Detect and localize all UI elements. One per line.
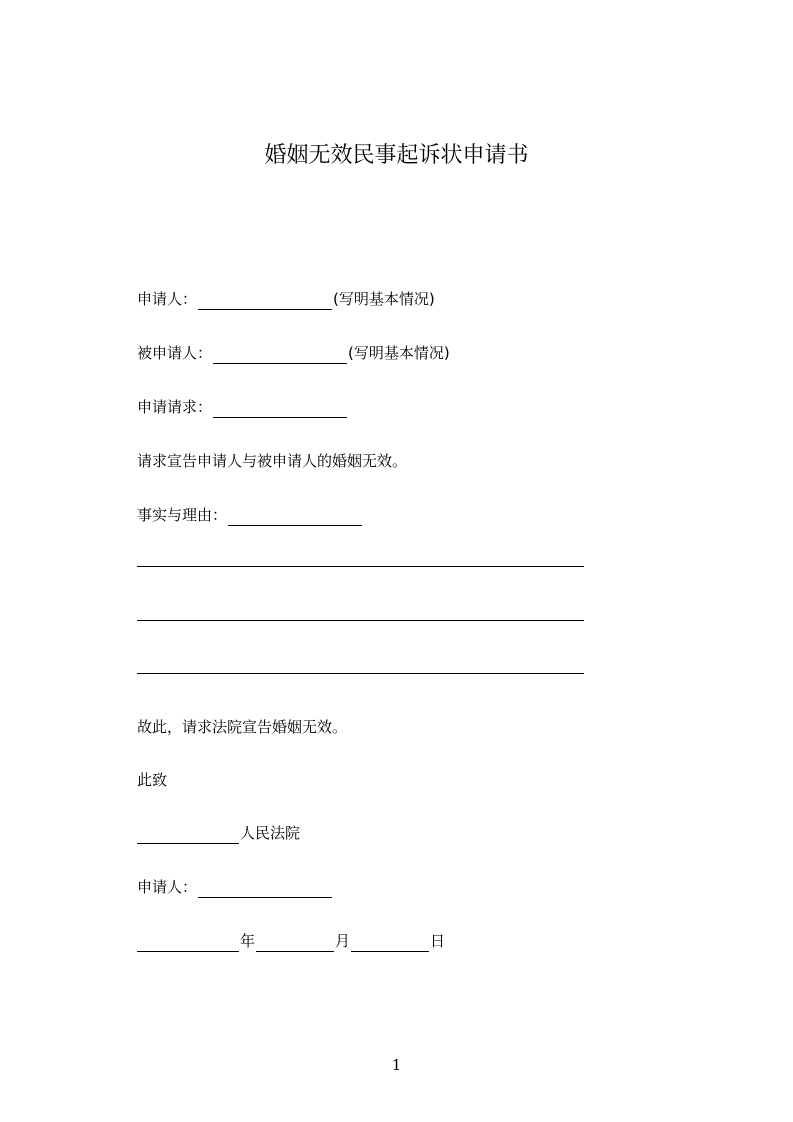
claim-blank [213,400,347,418]
signature-line [137,876,333,898]
claim-label: 申请请求： [137,398,213,416]
date-line [137,930,445,952]
claim-line [137,396,348,418]
month-label: 月 [335,932,351,950]
facts-rule-3 [137,673,584,674]
salutation-text: 此致 [137,771,168,789]
applicant-label: 申请人： [137,290,198,308]
applicant-line [137,288,435,310]
facts-label: 事实与理由： [137,506,228,524]
year-blank [137,934,239,952]
court-suffix: 人民法院 [240,824,301,842]
claim-text [137,450,407,472]
signature-blank [198,880,332,898]
facts-rule-1 [137,566,584,567]
day-label: 日 [430,932,446,950]
conclusion-text: 故此，请求法院宣告婚姻无效。 [137,718,348,736]
court-blank [137,826,239,844]
conclusion-line [137,716,347,738]
facts-line [137,504,363,526]
respondent-line [137,342,450,364]
document-title: 婚姻无效民事起诉状申请书 [264,143,529,168]
facts-blank [228,508,362,526]
applicant-blank [198,292,332,310]
day-blank [351,934,429,952]
page-number: 1 [391,1056,402,1074]
month-blank [256,934,334,952]
applicant-note: (写明基本情况) [333,290,435,308]
court-line [137,822,300,844]
facts-rule-2 [137,620,584,621]
year-label: 年 [240,932,256,950]
salutation-line [137,769,167,791]
respondent-label: 被申请人： [137,344,213,362]
signature-label: 申请人： [137,878,198,896]
respondent-note: (写明基本情况) [348,344,450,362]
claim-text-content: 请求宣告申请人与被申请人的婚姻无效。 [137,452,408,470]
respondent-blank [213,346,347,364]
